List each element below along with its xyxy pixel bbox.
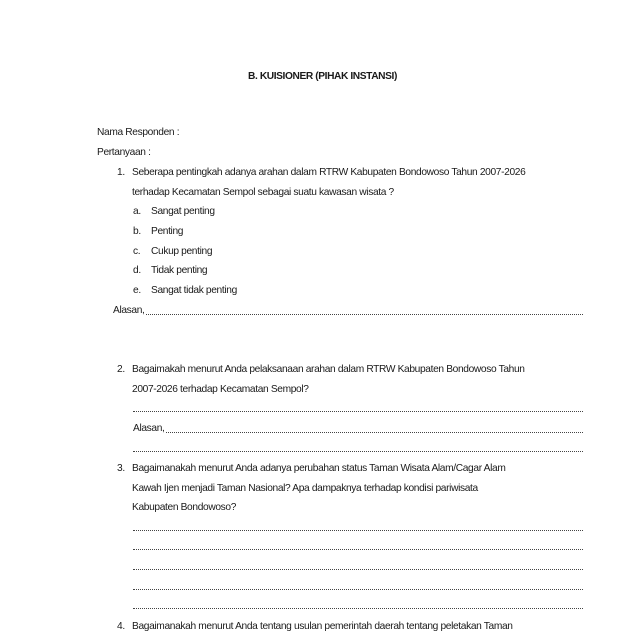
answer-line[interactable] <box>133 410 583 412</box>
option-text: Tidak penting <box>151 265 208 276</box>
option-text: Sangat tidak penting <box>151 285 237 296</box>
option-letter: c. <box>133 246 141 257</box>
question-text-line: Bagaimakah menurut Anda pelaksanaan arahan dalam RTRW Kabupaten Bondowoso Tahun <box>132 364 525 375</box>
question-text-line: Bagaimanakah menurut Anda tentang usulan pemerintah daerah tentang peletakan Taman <box>132 621 513 632</box>
question-text-line: Kawah Ijen menjadi Taman Nasional? Apa dampaknya terhadap kondisi pariwisata <box>132 483 478 494</box>
option-letter: d. <box>133 265 141 276</box>
answer-line[interactable] <box>146 313 583 315</box>
questions-label: Pertanyaan : <box>97 147 151 158</box>
question-text-line: Seberapa pentingkah adanya arahan dalam RTRW Kabupaten Bondowoso Tahun 2007-2026 <box>132 167 526 178</box>
question-number: 3. <box>117 463 125 474</box>
option-text: Penting <box>151 226 184 237</box>
question-text-line: 2007-2026 terhadap Kecamatan Sempol? <box>132 384 309 395</box>
page-title: B. KUISIONER (PIHAK INSTANSI) <box>248 71 397 82</box>
option-letter: e. <box>133 285 141 296</box>
option-text: Cukup penting <box>151 246 213 257</box>
answer-line[interactable] <box>133 588 583 590</box>
question-number: 1. <box>117 167 125 178</box>
question-number: 4. <box>117 621 125 632</box>
option-letter: b. <box>133 226 141 237</box>
respondent-name-label: Nama Responden : <box>97 127 180 138</box>
reason-label: Alasan, <box>133 423 165 434</box>
answer-line[interactable] <box>133 548 583 550</box>
question-text-line: Bagaimanakah menurut Anda adanya perubahan status Taman Wisata Alam/Cagar Alam <box>132 463 506 474</box>
option-text: Sangat penting <box>151 206 215 217</box>
reason-label: Alasan, <box>113 305 145 316</box>
answer-line[interactable] <box>133 450 583 452</box>
question-text-line: terhadap Kecamatan Sempol sebagai suatu kawasan wisata ? <box>132 187 394 198</box>
answer-line[interactable] <box>133 568 583 570</box>
answer-line[interactable] <box>133 529 583 531</box>
answer-line[interactable] <box>166 431 583 433</box>
question-number: 2. <box>117 364 125 375</box>
option-letter: a. <box>133 206 141 217</box>
question-text-line: Kabupaten Bondowoso? <box>132 502 237 513</box>
answer-line[interactable] <box>133 607 583 609</box>
